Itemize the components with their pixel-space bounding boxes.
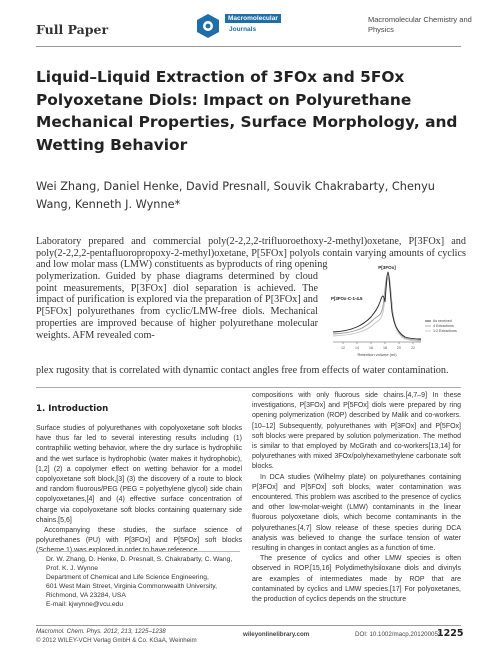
journal-logo-icon [195,13,221,39]
graphic-axis [333,342,421,344]
curve-extracted-2 [333,278,421,341]
logo-line-2: Journals [229,26,257,33]
curve-as-received [333,272,421,339]
body-column-right [252,391,461,605]
article-title: Liquid–Liquid Extraction of 3FOx and 5FOx Polyoxetane Diols: Impact on Polyurethane Mechanical Properties, Surface Morphology, and Wetting Behavior [36,68,458,154]
article-type-label: Full Paper [36,22,109,37]
legend-entry: 4 Extractions [433,324,454,329]
journal-name: Macromolecular Chemistry and Physics [368,15,472,34]
graphic-tick: 18 [383,346,387,350]
legend-entry: As received [433,319,452,324]
graphic-peak-label: P[3FOx] [378,265,396,270]
graphic-tick: 22 [411,346,415,350]
body-paragraph: Accompanying these studies, the surface science of polyurethanes (PU) with P[3FOx] and P[5FOx] soft blocks (Scheme 1) was explored in order to have reference [36,527,242,555]
affiliation-dept: Department of Chemical and Life Science Engineering, [46,574,209,582]
footer-citation: Macromol. Chem. Phys. 2012, 213, 1225–1238 [36,628,166,635]
affiliation-address: 601 West Main Street, Virginia Commonwealth University, [46,583,217,591]
body-paragraph: compositions with only fluorous side chains.[4,7–9] In these investigations, P[3FOx] and P[5FOx] diols were prepared by ring opening polymerization (ROP) described by Malik and co-workers.[10–12] Subsequently, polyurethanes with P[3FOx] and P[5FOx] soft blocks were prepared by solution polymerization. The method is similar to that employed by McGrath and co-workers[13,14] for polyurethanes with mixed 3FOx/polyhexamethylene carbonate soft blocks. [252,392,461,471]
toc-graphic [325,262,475,360]
footer-website-link[interactable]: wileyonlinelibrary.com [243,631,310,638]
graphic-legend [425,319,457,333]
abstract-text-wrap: polymerization. Guided by phase diagrams determined by cloud point measurements, P[3FOx] diol separation is achieved. The impact of purification is explored via the preparation of P[3FOx] and P[5FOx] polyurethanes from cyclic/LMW-free diols. Mechanical properties are improved because of higher polyurethane molecular weights. AFM revealed com- [36,271,318,341]
author-list: Wei Zhang, Daniel Henke, David Presnall, Souvik Chakrabarty, Chenyu Wang, Kenneth J. Wynne* [36,180,435,211]
graphic-tick: 20 [397,346,401,350]
footer-doi: DOI: 10.1002/macp.201200053 [355,631,442,638]
abstract-text-end: plex rugosity that is correlated with dynamic contact angles free from effects of water contamination. [36,365,449,376]
footer-divider [36,625,461,626]
affiliation-names: Dr. W. Zhang, D. Henke, D. Presnall, S. Chakrabarty, C. Wang, Prof. K. J. Wynne [46,556,233,573]
body-paragraph: The presence of cyclics and other LMW species is often observed in ROP.[15,16] Polydimethylsiloxane diols and divinyls are examples of intermediates made by ROP that are contaminated by cyclics and LMW species.[17] For polyoxetanes, the production of cyclics depends on the structure [252,555,461,604]
journal-logo [195,10,281,44]
page-number: 1225 [437,628,464,639]
body-column-left [36,424,242,557]
footer-copyright: © 2012 WILEY-VCH Verlag GmbH & Co. KGaA, Weinheim [36,636,197,644]
author-affiliation [36,551,240,610]
body-paragraph: In DCA studies (Wilhelmy plate) on polyurethanes containing P[3FOx] and P[5FOx] soft blocks, water contamination was encountered. This problem was ascribed to the presence of cyclics and other low-molar-weight (LMW) contaminants in the linear fluorous polyoxetane diols, which become contaminants in the polyurethanes.[4,7] Slow release of these species during DCA analysis was believed to change the surface tension of water resulting in changes in contact angles as a function of time. [252,473,461,553]
graphic-tick: 16 [369,346,373,350]
body-paragraph: Surface studies of polyurethanes with copolyoxetane soft blocks have thus far led to several interesting results including (1) contraphilic wetting behavior, where the dry surface is hydrophilic and the wet surface is hydrophobic (water makes it hydrophobic),[1,2] (2) a copolymer effect on wetting behavior for a model copolyoxetane soft block,[3] (3) the discovery of a route to block and random fluorous/PEG (PEG = polyethylene glycol) side chain copolyoxetanes,[4] and (4) effective surface concentration of charge via copolyoxetane soft blocks containing quaternary side chains.[5,6] [36,425,242,524]
legend-entry: 1:2 Extractions [433,329,457,334]
abstract-divider [36,387,461,388]
graphic-sample-label: P[3FOx-C-1-4.5 [331,296,363,301]
logo-line-1: Macromolecular [225,14,281,23]
affiliation-email[interactable]: E-mail: kjwynne@vcu.edu [46,601,124,609]
graphic-tick: 12 [341,346,345,350]
footer-citation-block [36,628,197,645]
abstract-text: Laboratory prepared and commercial poly(2-2,2,2-trifluoroethoxy-2-methyl)oxetane, P[3FOx] and poly(2-2,2,2-pentafluoropropoxy-2-methyl)oxetane, P[5FOx] polyols contain varying amounts of cyclics and low molar mass (LMW) constituents as byproducts of ring opening [36,236,466,271]
header-divider [36,46,461,47]
graphic-xlabel: Retention volume (ml) [357,352,397,357]
section-heading: 1. Introduction [36,404,109,414]
affiliation-city: Richmond, VA 23284, USA [46,592,126,600]
graphic-tick: 14 [355,346,359,350]
